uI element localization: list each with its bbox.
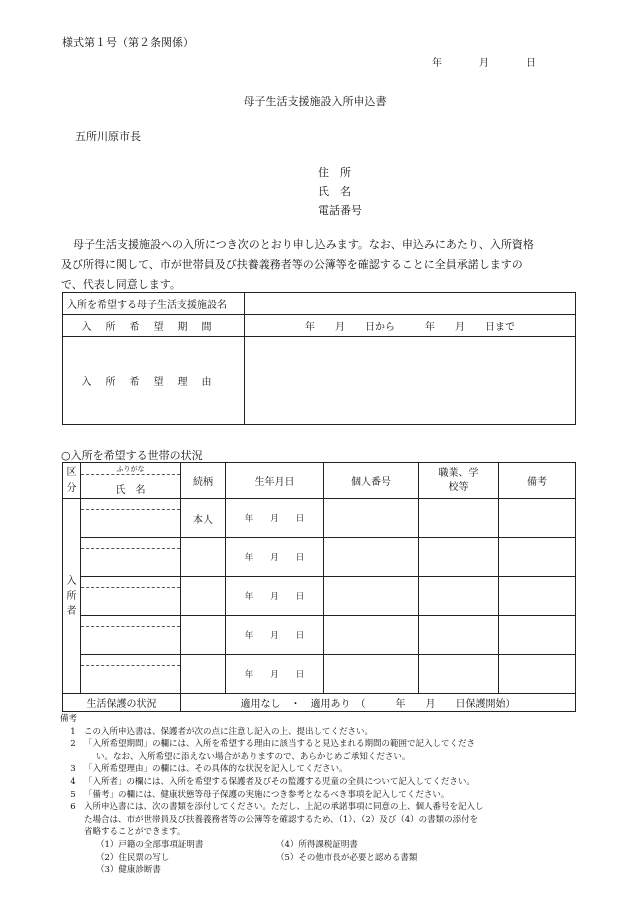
furigana-divider	[81, 509, 180, 510]
document-row-3: （3）健康診断書	[96, 865, 161, 876]
document-row-1: （1）戸籍の全部事項証明書 （4）所得課税証明書	[96, 839, 358, 850]
birthdate-cell[interactable]: 年 月 日	[226, 577, 324, 616]
furigana-divider	[81, 587, 180, 588]
household-table	[62, 462, 576, 712]
applicant-name-label: 氏 名	[318, 185, 351, 198]
welfare-value[interactable]: 適用なし ・ 適用あり （ 年 月 日保護開始）	[181, 694, 576, 712]
birthdate-cell[interactable]: 年 月 日	[226, 538, 324, 577]
furigana-divider	[81, 548, 180, 549]
intro-line-2: 及び所得に関して、市が世帯員及び扶養義務者等の公簿等を確認することに全員承諾しますの	[61, 258, 523, 271]
note-item-6-cont-2: 省略することができます。	[84, 827, 186, 838]
occupation-cell[interactable]	[419, 616, 499, 655]
relation-cell[interactable]	[181, 577, 226, 616]
header-category-text: 区分	[66, 466, 77, 494]
occupation-cell[interactable]	[419, 538, 499, 577]
facility-table	[62, 292, 576, 425]
header-remarks: 備考	[499, 463, 576, 499]
remarks-cell[interactable]	[499, 655, 576, 694]
furigana-divider	[81, 474, 180, 475]
intro-line-3: で、代表し同意します。	[61, 278, 181, 291]
occupation-cell[interactable]	[419, 499, 499, 538]
relation-cell[interactable]	[181, 538, 226, 577]
header-birthdate: 生年月日	[226, 463, 324, 499]
header-personal-number: 個人番号	[324, 463, 419, 499]
remarks-cell[interactable]	[499, 499, 576, 538]
note-item-6-cont-1: た場合は、市が世帯員及び扶養義務者等の公簿等を確認するため、（1）、（2）及び（4）の書類の添付を	[84, 814, 479, 825]
furigana-divider	[81, 626, 180, 627]
applicant-address-label: 住 所	[318, 166, 351, 179]
side-label: 入所者	[66, 575, 77, 617]
remarks-cell[interactable]	[499, 577, 576, 616]
side-label-cell	[63, 499, 81, 694]
header-furigana: ふりがな	[116, 465, 145, 473]
personal-number-cell[interactable]	[324, 616, 419, 655]
relation-cell[interactable]	[181, 616, 226, 655]
personal-number-cell[interactable]	[324, 655, 419, 694]
note-item-5: 5 「備考」の欄には、健康状態等母子保護の実施につき参考となるべき事項を記入してください。	[70, 789, 450, 800]
relation-cell[interactable]	[181, 655, 226, 694]
page-title: 母子生活支援施設入所申込書	[243, 95, 387, 108]
header-relation: 続柄	[181, 463, 226, 499]
date-month-label: 月	[479, 58, 489, 69]
birthdate-cell[interactable]: 年 月 日	[226, 655, 324, 694]
occupation-cell[interactable]	[419, 655, 499, 694]
header-occupation	[419, 463, 499, 499]
remarks-cell[interactable]	[499, 538, 576, 577]
note-item-1: 1 この入所申込書は、保護者が次の点に注意し記入の上、提出してください。	[70, 726, 374, 737]
intro-line-1: 母子生活支援施設への入所につき次のとおり申し込みます。なお、申込みにあたり、入所資格	[73, 238, 534, 251]
personal-number-cell[interactable]	[324, 499, 419, 538]
welfare-label: 生活保護の状況	[63, 694, 181, 712]
note-item-3: 3 「入所希望理由」の欄には、その具体的な状況を記入してください。	[70, 764, 348, 775]
header-name-cell	[81, 463, 181, 499]
notes-heading: 備考	[60, 714, 78, 724]
header-category	[63, 463, 81, 499]
reason-label: 入所希望理由	[63, 337, 245, 425]
name-cell[interactable]	[81, 499, 181, 538]
date-year-label: 年	[432, 58, 442, 69]
name-cell[interactable]	[81, 616, 181, 655]
birthdate-cell[interactable]: 年 月 日	[226, 616, 324, 655]
reason-field[interactable]	[245, 337, 576, 425]
date-day-label: 日	[526, 58, 536, 69]
facility-label: 入所を希望する母子生活支援施設名	[63, 293, 245, 315]
name-cell[interactable]	[81, 577, 181, 616]
note-item-2: 2 「入所希望期間」の欄には、入所を希望する理由に該当すると見込まれる期間の範囲で記入してくださ	[70, 739, 476, 750]
remarks-cell[interactable]	[499, 616, 576, 655]
document-row-2: （2）住民票の写し （5）その他市長が必要と認める書類	[96, 852, 418, 863]
form-number: 様式第１号（第２条関係）	[62, 36, 194, 49]
header-occupation-text: 職業、学校等	[438, 467, 479, 493]
note-item-4: 4 「入所者」の欄には、入所を希望する保護者及びその監護する児童の全員について記入してください。	[70, 776, 475, 787]
notes-section	[62, 713, 592, 877]
period-label: 入所希望期間	[63, 315, 245, 337]
occupation-cell[interactable]	[419, 577, 499, 616]
header-name: 氏 名	[115, 485, 146, 496]
birthdate-cell[interactable]: 年 月 日	[226, 499, 324, 538]
addressee: 五所川原市長	[75, 130, 141, 143]
relation-cell[interactable]: 本人	[181, 499, 226, 538]
name-cell[interactable]	[81, 538, 181, 577]
period-value[interactable]: 年 月 日から 年 月 日まで	[245, 315, 576, 337]
personal-number-cell[interactable]	[324, 538, 419, 577]
personal-number-cell[interactable]	[324, 577, 419, 616]
name-cell[interactable]	[81, 655, 181, 694]
applicant-phone-label: 電話番号	[318, 204, 362, 217]
furigana-divider	[81, 665, 180, 666]
facility-name-field[interactable]	[245, 293, 576, 315]
note-item-6: 6 入所申込書には、次の書類を添付してください。ただし、上記の承諾事項に同意の上、個人番号を記入し	[70, 802, 484, 813]
note-item-2-cont: い。なお、入所希望に添えない場合がありますので、あらかじめご承知ください。	[96, 751, 411, 762]
household-heading: ○入所を希望する世帯の状況	[61, 449, 203, 462]
